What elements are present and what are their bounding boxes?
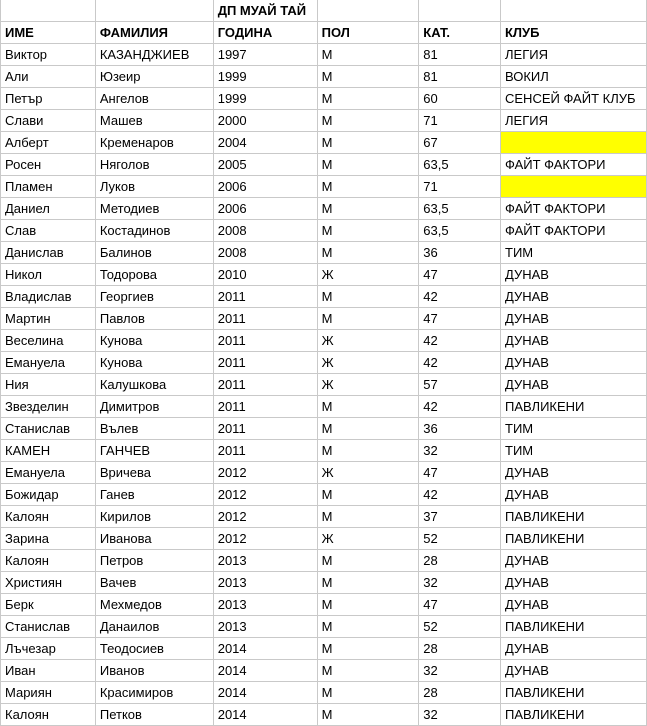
table-row (1, 264, 647, 286)
table-row (1, 660, 647, 682)
cell-category[interactable]: 63,5 (419, 154, 501, 176)
cell-gender[interactable]: Ж (317, 330, 419, 352)
cell-category[interactable]: 47 (419, 462, 501, 484)
cell-gender[interactable]: Ж (317, 528, 419, 550)
cell-gender[interactable]: М (317, 110, 419, 132)
cell-year[interactable]: 2006 (213, 176, 317, 198)
cell-surname[interactable]: Мехмедов (95, 594, 213, 616)
cell-name[interactable]: Калоян (1, 506, 96, 528)
table-row (1, 154, 647, 176)
cell-club[interactable]: ДУНАВ (501, 550, 647, 572)
cell-gender[interactable]: М (317, 704, 419, 726)
cell-gender[interactable]: М (317, 550, 419, 572)
cell-year[interactable]: 1997 (213, 44, 317, 66)
cell-surname[interactable]: Кунова (95, 352, 213, 374)
cell-name[interactable]: Петър (1, 88, 96, 110)
cell-name[interactable]: Веселина (1, 330, 96, 352)
table-row (1, 528, 647, 550)
cell-surname[interactable]: Ангелов (95, 88, 213, 110)
cell-name[interactable]: КАМЕН (1, 440, 96, 462)
cell-name[interactable]: Емануела (1, 352, 96, 374)
cell-year[interactable]: 2005 (213, 154, 317, 176)
cell-gender[interactable]: М (317, 176, 419, 198)
cell-year[interactable]: 1999 (213, 66, 317, 88)
cell-gender[interactable]: М (317, 638, 419, 660)
cell-category[interactable]: 81 (419, 66, 501, 88)
cell-club[interactable]: ДУНАВ (501, 330, 647, 352)
header-cell-name[interactable]: ИМЕ (1, 22, 96, 44)
table-row (1, 330, 647, 352)
table-row (1, 506, 647, 528)
cell-club[interactable]: ФАЙТ ФАКТОРИ (501, 220, 647, 242)
title-row (1, 0, 647, 22)
cell-surname[interactable]: Кунова (95, 330, 213, 352)
cell-surname[interactable]: Павлов (95, 308, 213, 330)
cell-year[interactable]: 2011 (213, 374, 317, 396)
cell-club[interactable]: ДУНАВ (501, 308, 647, 330)
table-row (1, 396, 647, 418)
cell-category[interactable]: 28 (419, 682, 501, 704)
cell-gender[interactable]: М (317, 44, 419, 66)
table-row (1, 110, 647, 132)
cell-name[interactable]: Калоян (1, 704, 96, 726)
table-row (1, 704, 647, 726)
cell-gender[interactable]: М (317, 594, 419, 616)
cell-category[interactable]: 28 (419, 638, 501, 660)
cell-club[interactable]: ДУНАВ (501, 594, 647, 616)
cell-gender[interactable]: М (317, 242, 419, 264)
cell-year[interactable]: 2011 (213, 396, 317, 418)
cell-surname[interactable]: Луков (95, 176, 213, 198)
cell-name[interactable]: Лъчезар (1, 638, 96, 660)
cell-club[interactable]: ДУНАВ (501, 286, 647, 308)
cell-year[interactable]: 2010 (213, 264, 317, 286)
table-row (1, 484, 647, 506)
cell-surname[interactable]: Петров (95, 550, 213, 572)
cell-gender[interactable]: Ж (317, 352, 419, 374)
cell-surname[interactable]: Методиев (95, 198, 213, 220)
cell-gender[interactable]: Ж (317, 374, 419, 396)
cell-club[interactable]: ТИМ (501, 242, 647, 264)
cell-category[interactable]: 47 (419, 308, 501, 330)
cell-year[interactable]: 2014 (213, 682, 317, 704)
cell-year[interactable]: 2006 (213, 198, 317, 220)
cell-gender[interactable]: М (317, 506, 419, 528)
cell-surname[interactable]: Теодосиев (95, 638, 213, 660)
cell-surname[interactable]: Георгиев (95, 286, 213, 308)
table-row (1, 374, 647, 396)
table-row (1, 308, 647, 330)
table-row (1, 44, 647, 66)
cell-gender[interactable]: М (317, 616, 419, 638)
cell-name[interactable]: Виктор (1, 44, 96, 66)
cell-club[interactable]: ДУНАВ (501, 572, 647, 594)
cell-surname[interactable]: Няголов (95, 154, 213, 176)
cell-club[interactable]: ЛЕГИЯ (501, 110, 647, 132)
cell-year[interactable]: 2011 (213, 330, 317, 352)
cell-year[interactable]: 2011 (213, 418, 317, 440)
cell-year[interactable]: 2011 (213, 286, 317, 308)
cell-gender[interactable]: М (317, 88, 419, 110)
table-row (1, 66, 647, 88)
cell-club[interactable]: ПАВЛИКЕНИ (501, 528, 647, 550)
table-row (1, 418, 647, 440)
cell-category[interactable]: 52 (419, 528, 501, 550)
cell-year[interactable]: 2000 (213, 110, 317, 132)
cell-category[interactable]: 42 (419, 286, 501, 308)
cell-gender[interactable]: Ж (317, 264, 419, 286)
cell-name[interactable]: Божидар (1, 484, 96, 506)
cell-surname[interactable]: Вълев (95, 418, 213, 440)
cell-category[interactable]: 57 (419, 374, 501, 396)
cell-gender[interactable]: М (317, 198, 419, 220)
cell-gender[interactable]: М (317, 682, 419, 704)
cell-category[interactable]: 47 (419, 594, 501, 616)
cell-club[interactable]: СЕНСЕЙ ФАЙТ КЛУБ (501, 88, 647, 110)
cell-category[interactable]: 42 (419, 484, 501, 506)
cell-gender[interactable]: М (317, 660, 419, 682)
cell-club[interactable]: ПАВЛИКЕНИ (501, 704, 647, 726)
cell-name[interactable]: Пламен (1, 176, 96, 198)
cell-category[interactable]: 81 (419, 44, 501, 66)
cell-name[interactable]: Слав (1, 220, 96, 242)
cell-name[interactable]: Алберт (1, 132, 96, 154)
header-cell-club[interactable]: КЛУБ (501, 22, 647, 44)
cell-year[interactable]: 2011 (213, 308, 317, 330)
table-row (1, 352, 647, 374)
cell-category[interactable]: 52 (419, 616, 501, 638)
cell-surname[interactable]: Калушкова (95, 374, 213, 396)
table-row (1, 462, 647, 484)
cell-surname[interactable]: Костадинов (95, 220, 213, 242)
cell-category[interactable]: 60 (419, 88, 501, 110)
cell-club[interactable]: ТИМ (501, 418, 647, 440)
cell-club[interactable]: ДУНАВ (501, 374, 647, 396)
cell-surname[interactable]: ГАНЧЕВ (95, 440, 213, 462)
cell-name[interactable]: Звезделин (1, 396, 96, 418)
table-row (1, 176, 647, 198)
cell-gender[interactable]: М (317, 66, 419, 88)
cell-name[interactable]: Християн (1, 572, 96, 594)
header-cell-year[interactable]: ГОДИНА (213, 22, 317, 44)
cell-name[interactable]: Станислав (1, 616, 96, 638)
cell-name[interactable]: Берк (1, 594, 96, 616)
cell-club[interactable]: ФАЙТ ФАКТОРИ (501, 154, 647, 176)
header-cell-gender[interactable]: ПОЛ (317, 22, 419, 44)
cell[interactable] (419, 0, 501, 22)
cell-category[interactable]: 42 (419, 330, 501, 352)
cell-category[interactable]: 42 (419, 396, 501, 418)
cell[interactable] (317, 0, 419, 22)
cell-name[interactable]: Али (1, 66, 96, 88)
cell-gender[interactable]: М (317, 220, 419, 242)
cell-surname[interactable]: Кирилов (95, 506, 213, 528)
cell-year[interactable]: 2011 (213, 440, 317, 462)
cell-gender[interactable]: М (317, 396, 419, 418)
cell-year[interactable]: 2013 (213, 594, 317, 616)
cell-gender[interactable]: М (317, 484, 419, 506)
cell-club[interactable]: ПАВЛИКЕНИ (501, 616, 647, 638)
cell-gender[interactable]: М (317, 440, 419, 462)
cell-gender[interactable]: М (317, 286, 419, 308)
grid-body (1, 0, 647, 726)
cell-year[interactable]: 2013 (213, 550, 317, 572)
cell-year[interactable]: 2014 (213, 660, 317, 682)
cell-gender[interactable]: М (317, 308, 419, 330)
cell-year[interactable]: 2014 (213, 638, 317, 660)
table-row (1, 638, 647, 660)
sheet-title[interactable]: ДП МУАЙ ТАЙ (213, 0, 317, 22)
cell-club[interactable]: ДУНАВ (501, 352, 647, 374)
cell-surname[interactable]: Данаилов (95, 616, 213, 638)
cell-gender[interactable]: М (317, 418, 419, 440)
cell-year[interactable]: 2013 (213, 616, 317, 638)
cell-surname[interactable]: Вричева (95, 462, 213, 484)
cell-surname[interactable]: Вачев (95, 572, 213, 594)
table-row (1, 286, 647, 308)
cell-gender[interactable]: М (317, 132, 419, 154)
cell-name[interactable]: Росен (1, 154, 96, 176)
cell-club[interactable]: ФАЙТ ФАКТОРИ (501, 198, 647, 220)
cell-name[interactable]: Даниел (1, 198, 96, 220)
cell-club[interactable]: ТИМ (501, 440, 647, 462)
table-row (1, 220, 647, 242)
cell-name[interactable]: Ния (1, 374, 96, 396)
cell-name[interactable]: Слави (1, 110, 96, 132)
cell-name[interactable]: Иван (1, 660, 96, 682)
cell-name[interactable]: Данислав (1, 242, 96, 264)
cell-category[interactable]: 42 (419, 352, 501, 374)
cell-category[interactable]: 32 (419, 572, 501, 594)
cell-category[interactable]: 47 (419, 264, 501, 286)
table-row (1, 572, 647, 594)
cell-surname[interactable]: Иванов (95, 660, 213, 682)
cell-year[interactable]: 2011 (213, 352, 317, 374)
cell-surname[interactable]: Ганев (95, 484, 213, 506)
cell-category[interactable]: 36 (419, 418, 501, 440)
cell-club[interactable]: ВОКИЛ (501, 66, 647, 88)
cell-year[interactable]: 2012 (213, 506, 317, 528)
cell-year[interactable]: 2012 (213, 462, 317, 484)
cell-club[interactable]: ПАВЛИКЕНИ (501, 682, 647, 704)
cell-category[interactable]: 37 (419, 506, 501, 528)
cell-surname[interactable]: Димитров (95, 396, 213, 418)
cell-category[interactable]: 63,5 (419, 198, 501, 220)
cell-surname[interactable]: Иванова (95, 528, 213, 550)
cell-gender[interactable]: М (317, 572, 419, 594)
cell-category[interactable]: 67 (419, 132, 501, 154)
cell-surname[interactable]: Петков (95, 704, 213, 726)
table-row (1, 88, 647, 110)
table-row (1, 682, 647, 704)
cell-name[interactable]: Калоян (1, 550, 96, 572)
cell[interactable] (501, 0, 647, 22)
cell-surname[interactable]: Машев (95, 110, 213, 132)
cell-club[interactable]: ПАВЛИКЕНИ (501, 506, 647, 528)
cell-surname[interactable]: Тодорова (95, 264, 213, 286)
table-row (1, 594, 647, 616)
table-row (1, 616, 647, 638)
cell-year[interactable]: 2008 (213, 220, 317, 242)
cell-category[interactable]: 28 (419, 550, 501, 572)
cell-name[interactable]: Мариян (1, 682, 96, 704)
cell-year[interactable]: 2014 (213, 704, 317, 726)
cell-name[interactable]: Зарина (1, 528, 96, 550)
cell-name[interactable]: Емануела (1, 462, 96, 484)
table-row (1, 440, 647, 462)
cell-name[interactable]: Станислав (1, 418, 96, 440)
cell-club[interactable]: ПАВЛИКЕНИ (501, 396, 647, 418)
cell-club[interactable]: ЛЕГИЯ (501, 44, 647, 66)
cell-surname[interactable]: Кременаров (95, 132, 213, 154)
cell-club[interactable]: ДУНАВ (501, 638, 647, 660)
table-row (1, 132, 647, 154)
cell-category[interactable]: 32 (419, 440, 501, 462)
header-cell-surname[interactable]: ФАМИЛИЯ (95, 22, 213, 44)
table-row (1, 550, 647, 572)
table-row (1, 198, 647, 220)
cell-club[interactable]: ДУНАВ (501, 264, 647, 286)
cell-club[interactable] (501, 132, 647, 154)
cell-name[interactable]: Никол (1, 264, 96, 286)
cell-year[interactable]: 2013 (213, 572, 317, 594)
cell-club[interactable]: ДУНАВ (501, 660, 647, 682)
cell-surname[interactable]: Юзеир (95, 66, 213, 88)
cell-club[interactable]: ДУНАВ (501, 484, 647, 506)
cell-name[interactable]: Мартин (1, 308, 96, 330)
cell-surname[interactable]: КАЗАНДЖИЕВ (95, 44, 213, 66)
table-row (1, 242, 647, 264)
cell-year[interactable]: 2008 (213, 242, 317, 264)
cell-year[interactable]: 1999 (213, 88, 317, 110)
cell-year[interactable]: 2012 (213, 528, 317, 550)
header-row (1, 22, 647, 44)
header-cell-category[interactable]: КАТ. (419, 22, 501, 44)
cell-category[interactable]: 32 (419, 660, 501, 682)
cell-category[interactable]: 71 (419, 110, 501, 132)
cell-surname[interactable]: Красимиров (95, 682, 213, 704)
cell-gender[interactable]: М (317, 154, 419, 176)
cell-category[interactable]: 71 (419, 176, 501, 198)
cell[interactable] (1, 0, 96, 22)
cell-gender[interactable]: Ж (317, 462, 419, 484)
cell-category[interactable]: 36 (419, 242, 501, 264)
cell-club[interactable] (501, 176, 647, 198)
cell-category[interactable]: 63,5 (419, 220, 501, 242)
cell-club[interactable]: ДУНАВ (501, 462, 647, 484)
cell-surname[interactable]: Балинов (95, 242, 213, 264)
cell-name[interactable]: Владислав (1, 286, 96, 308)
cell[interactable] (95, 0, 213, 22)
cell-year[interactable]: 2004 (213, 132, 317, 154)
cell-category[interactable]: 32 (419, 704, 501, 726)
cell-year[interactable]: 2012 (213, 484, 317, 506)
